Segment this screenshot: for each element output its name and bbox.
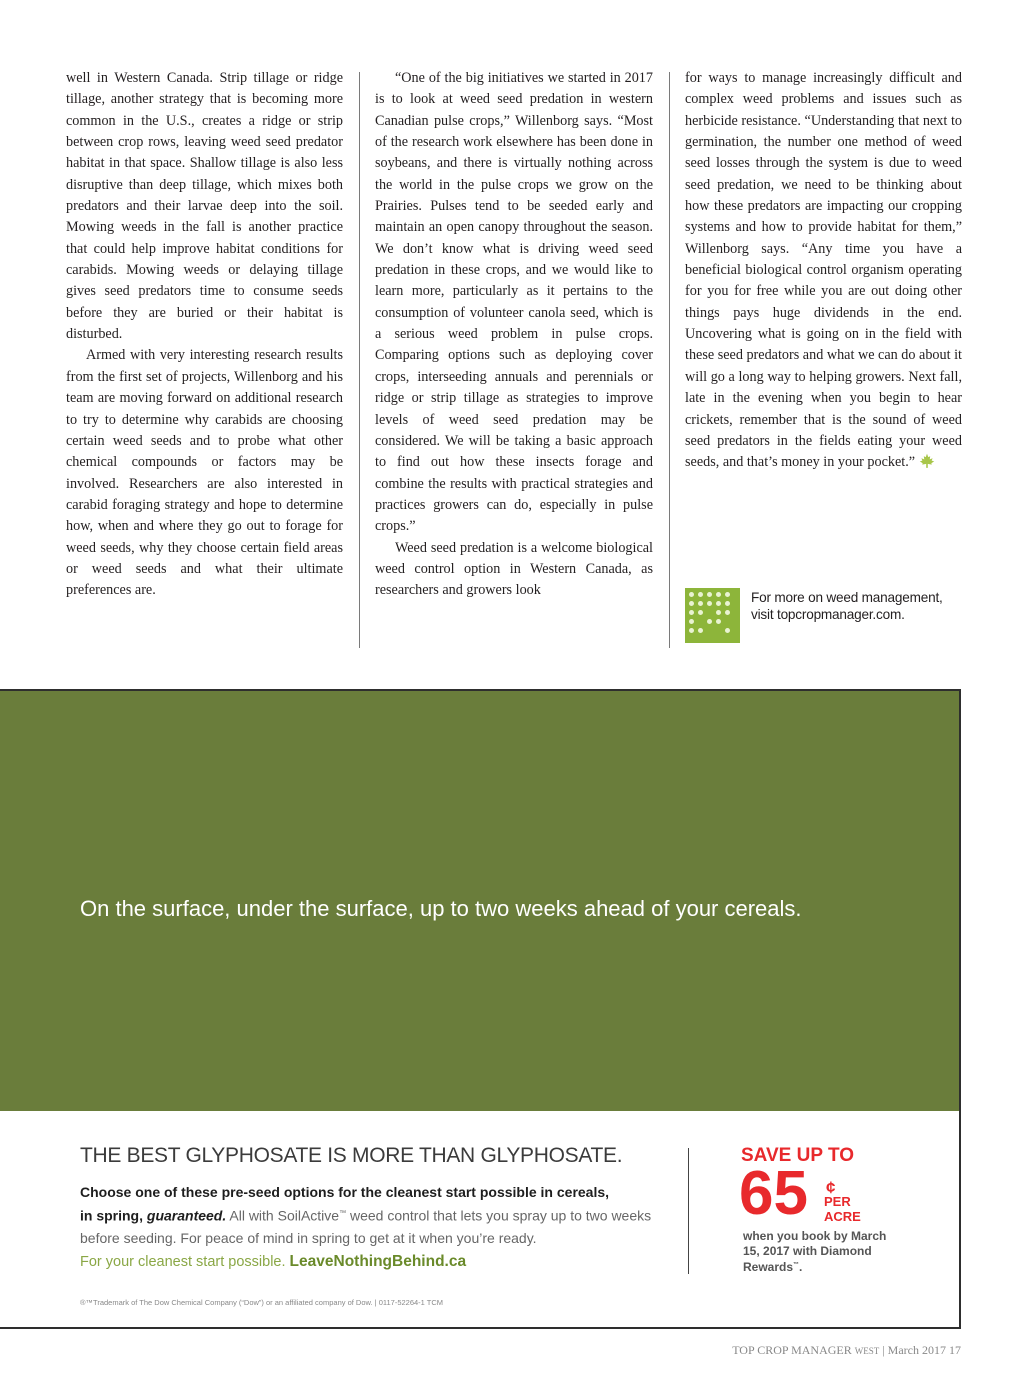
ad-body-bold: in spring, (80, 1207, 143, 1224)
article-column-1 (66, 68, 343, 602)
more-info-text (751, 589, 991, 623)
ad-cta-link[interactable]: LeaveNothingBehind.ca (289, 1253, 467, 1270)
ad-tagline: THE BEST GLYPHOSATE IS MORE THAN GLYPHOSATE. (80, 1144, 623, 1167)
save-amount: 65 (739, 1159, 808, 1228)
more-info-link[interactable]: visit topcropmanager.com. (751, 607, 905, 622)
ad-body-text: weed control that lets you spray up to two weeks before seeding. For peace of mind in spring to get at it when you’re ready. (80, 1207, 652, 1246)
cent-symbol: ¢ (826, 1178, 836, 1197)
more-info-line-1: For more on weed management, (751, 590, 943, 605)
save-unit-acre: ACRE (824, 1209, 861, 1224)
paragraph: Armed with very interesting research results from the first set of projects, Willenborg and his team are moving forward on additional research to try to determine why carabids are choosing certain weed seeds and to probe what other chemical compounds or factors may be involved. Researchers are also interested in carabid foraging strategy and hope to determine how, when and where they go out to forage for weed seeds, why they choose certain field areas or weed seeds and what their ultimate preferences are. (66, 347, 343, 599)
ad-divider (688, 1148, 689, 1274)
ad-body-copy (80, 1181, 660, 1249)
trademark-mark: ™ (339, 1210, 347, 1217)
ad-headline: On the surface, under the surface, up to two weeks ahead of your cereals. (80, 896, 802, 921)
dotted-logo-icon (685, 588, 740, 643)
paragraph-text: for ways to manage increasingly difficult and complex weed problems and issues such as herbicide resistance. “Understanding that next to germination, the number one method of weed seed losses through the system is due to weed seed predation, we need to be thinking about how these predators are impacting our cropping systems and how to provide habitat for them,” Willenborg says. “Any time you have a beneficial biological control organism operating for you for free while you are out doing other things pays huge dividends in the end. Uncovering what is going on in the field with these seed predators and what we can do about it will go a long way to helping growers. Next fall, late in the evening when you begin to hear crickets, remember that is the sound of weed seed predators in the fields eating your weed seeds, and that’s money in your pocket.” (685, 70, 962, 471)
paragraph: well in Western Canada. Strip tillage or ridge tillage, another strategy that is becoming more common in the U.S., creates a ridge or strip between crop rows, leaving weed seed predator habitat in that space. Shallow tillage is also less disruptive than deep tillage, which mixes both predators and their larvae deep into the soil. Mowing weeds in the fall is another practice that could help improve habitat conditions for carabids. Mowing weeds or delaying tillage gives seed predators time to consume seeds before they are buried or their habitat is disturbed. (66, 70, 343, 343)
paragraph: “One of the big initiatives we started in 2017 is to look at weed seed predation in western Canadian pulse crops,” Willenborg says. “Most of the research work elsewhere has been done in soybeans, and there is virtually nothing across the world in the pulse crops we grow on the Prairies. Pulses tend to be seeded early and maintain an open canopy throughout the season. We don’t know what is driving weed seed predation in these crops, and we would like to learn more, particularly as it pertains to the consumption of volunteer canola seed, which is a serious weed problem in pulse crops. Comparing options such as deploying cover crops, interseeding annuals and perennials or ridge or strip tillage as strategies to improve levels of weed seed predation may be considered. We will be taking a basic approach to find out how these insects forage and combine the results with practical strategies and practices growers can do, especially in pulse crops.” (375, 70, 653, 535)
ad-body-emphasis: guaranteed. (146, 1207, 227, 1224)
article-column-3 (685, 68, 962, 474)
save-terms-end: . (799, 1260, 803, 1274)
page-number: 17 (949, 1343, 961, 1357)
paragraph: Weed seed predation is a welcome biological weed control option in Western Canada, as researchers and growers look (375, 539, 653, 599)
advertisement (0, 689, 961, 1329)
trademark-mark: ™ (793, 1262, 800, 1268)
paragraph (685, 68, 962, 474)
ad-legal-text: ®™Trademark of The Dow Chemical Company (“Dow”) or an affiliated company of Dow. | 0117-52264-1 TCM (80, 1298, 444, 1307)
column-divider (669, 72, 670, 648)
ad-cta-text: For your cleanest start possible. (80, 1254, 286, 1270)
save-terms-text: when you book by March 15, 2017 with Diamond Rewards (743, 1229, 887, 1274)
save-terms (743, 1229, 893, 1275)
folio-separator: | (882, 1343, 885, 1357)
save-unit-per: PER (824, 1194, 851, 1209)
save-headline: SAVE UP TO (741, 1145, 854, 1166)
article-column-2 (375, 68, 653, 602)
ad-hero-panel (0, 691, 959, 1111)
ad-body-text: All with SoilActive (229, 1207, 340, 1224)
page-folio (732, 1343, 961, 1358)
magazine-edition: WEST (854, 1346, 880, 1356)
magazine-name: TOP CROP MANAGER (732, 1343, 852, 1357)
maple-leaf-icon (919, 453, 935, 469)
ad-call-to-action (80, 1253, 466, 1271)
issue-date: March 2017 (887, 1343, 946, 1357)
save-unit (824, 1194, 861, 1224)
column-divider (359, 72, 360, 648)
ad-body-bold: Choose one of these pre-seed options for the cleanest start possible in cereals, (80, 1184, 610, 1200)
